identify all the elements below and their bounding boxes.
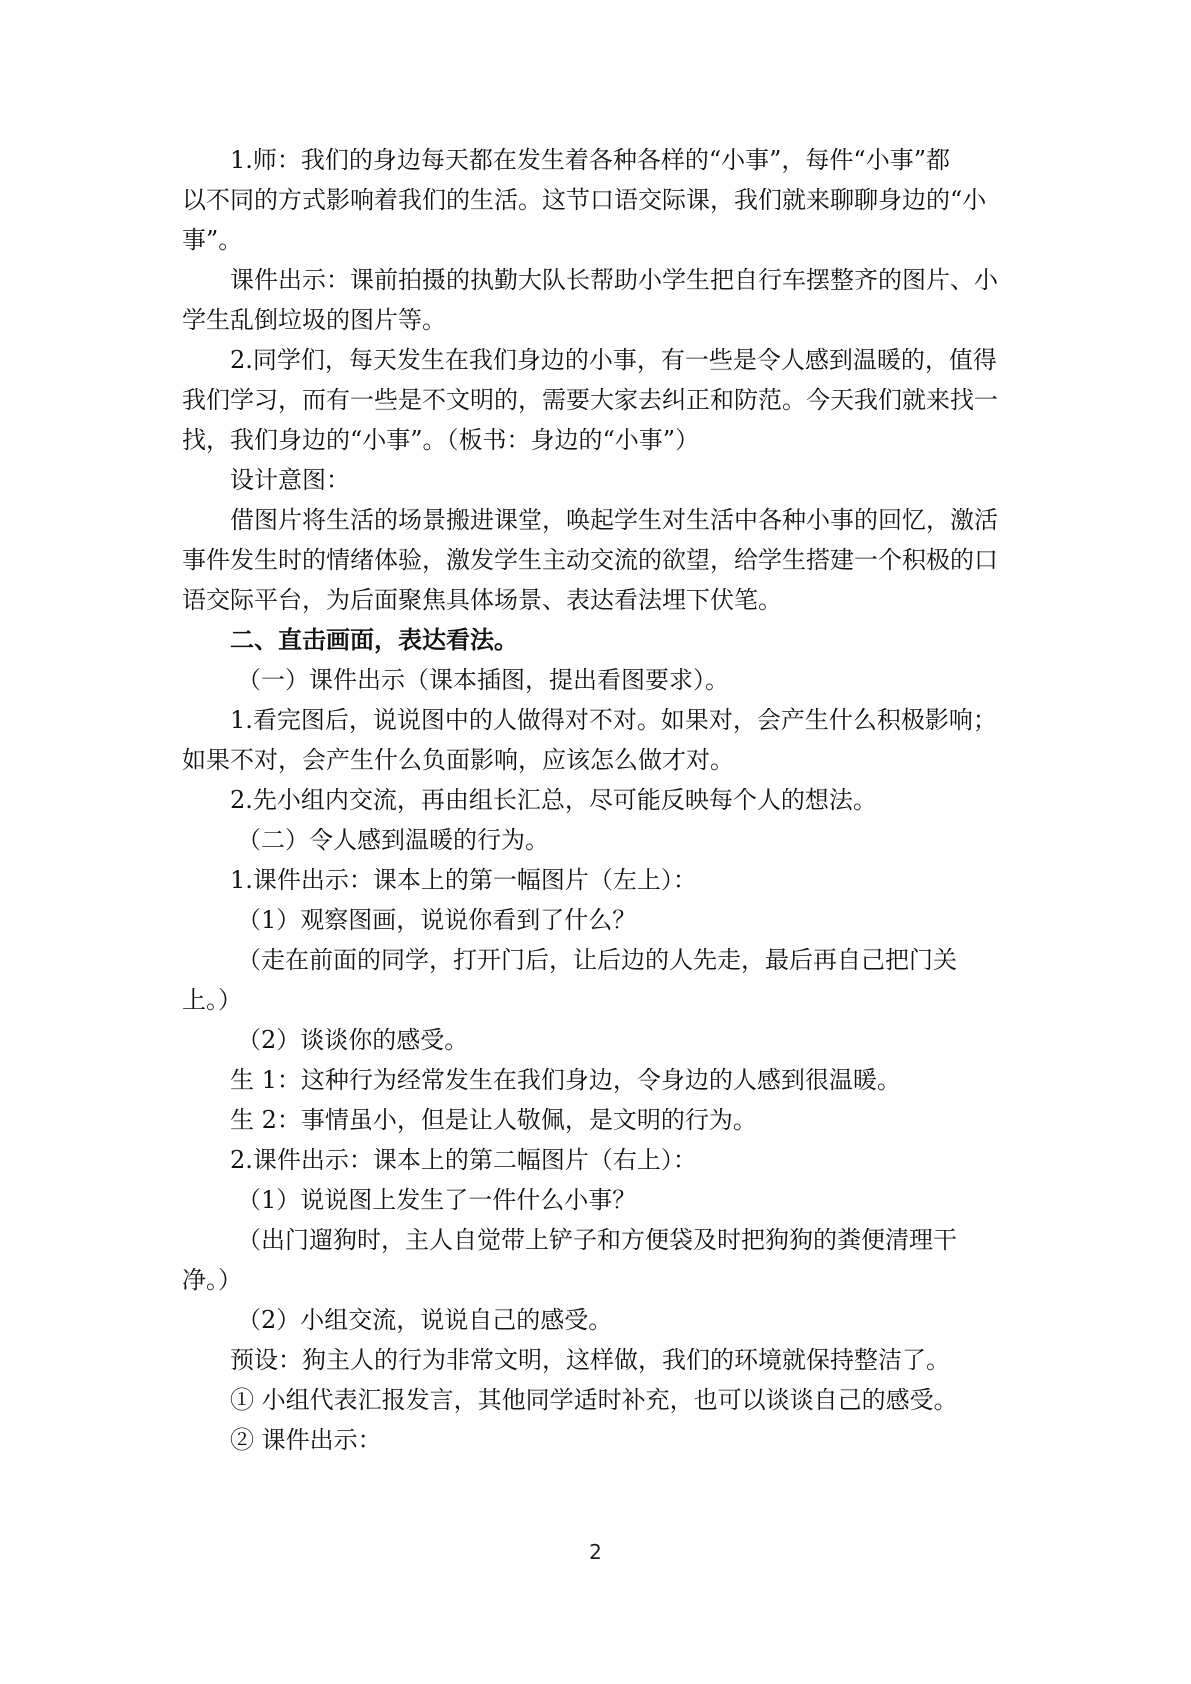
paragraph-line: （2）谈谈你的感受。 [237, 1026, 469, 1054]
paragraph-line: 事件发生时的情绪体验，激发学生主动交流的欲望，给学生搭建一个积极的口 [182, 546, 998, 574]
paragraph-line: （1）观察图画，说说你看到了什么？ [237, 906, 637, 934]
paragraph-line: 2.同学们，每天发生在我们身边的小事，有一些是令人感到温暖的，值得 [230, 346, 997, 374]
subsection-heading: （二）令人感到温暖的行为。 [237, 826, 549, 854]
paragraph-line: 生 2：事情虽小，但是让人敬佩，是文明的行为。 [230, 1106, 757, 1134]
paragraph-line: 以不同的方式影响着我们的生活。这节口语交际课，我们就来聊聊身边的“小 [182, 186, 987, 214]
paragraph-line: 2.先小组内交流，再由组长汇总，尽可能反映每个人的想法。 [230, 786, 877, 814]
paragraph-line: 课件出示：课前拍摄的执勤大队长帮助小学生把自行车摆整齐的图片、小 [230, 266, 998, 294]
page-number: 2 [589, 1540, 602, 1564]
paragraph-line: 1.师：我们的身边每天都在发生着各种各样的“小事”，每件“小事”都 [230, 146, 950, 174]
paragraph-line: ② 课件出示： [230, 1426, 382, 1454]
document-body [182, 140, 1014, 1460]
paragraph-line: （1）说说图上发生了一件什么小事？ [237, 1186, 637, 1214]
paragraph-line: 1.课件出示：课本上的第一幅图片（左上）： [230, 866, 697, 894]
paragraph-line: 如果不对，会产生什么负面影响，应该怎么做才对。 [182, 746, 734, 774]
paragraph-line: 找，我们身边的“小事”。（板书：身边的“小事”） [182, 426, 700, 454]
paragraph-line: 设计意图： [230, 466, 350, 494]
paragraph-line: 预设：狗主人的行为非常文明，这样做，我们的环境就保持整洁了。 [230, 1346, 950, 1374]
paragraph-line: 学生乱倒垃圾的图片等。 [182, 306, 446, 334]
paragraph-line: 我们学习，而有一些是不文明的，需要大家去纠正和防范。今天我们就来找一 [182, 386, 998, 414]
paragraph-line: 借图片将生活的场景搬进课堂，唤起学生对生活中各种小事的回忆，激活 [230, 506, 998, 534]
paragraph-line: （出门遛狗时，主人自觉带上铲子和方便袋及时把狗狗的粪便清理干 [237, 1226, 957, 1254]
subsection-heading: （一）课件出示（课本插图，提出看图要求）。 [237, 666, 729, 694]
paragraph-line: 生 1：这种行为经常发生在我们身边，令身边的人感到很温暖。 [230, 1066, 901, 1094]
section-heading: 二、直击画面，表达看法。 [230, 625, 518, 654]
paragraph-line: 上。） [182, 986, 242, 1014]
paragraph-line: （2）小组交流，说说自己的感受。 [237, 1306, 613, 1334]
paragraph-line: 净。） [182, 1266, 242, 1294]
paragraph-line: 2.课件出示：课本上的第二幅图片（右上）： [230, 1146, 697, 1174]
paragraph-line: （走在前面的同学，打开门后，让后边的人先走，最后再自己把门关 [237, 946, 957, 974]
paragraph-line: 语交际平台，为后面聚焦具体场景、表达看法埋下伏笔。 [182, 586, 782, 614]
paragraph-line: ① 小组代表汇报发言，其他同学适时补充，也可以谈谈自己的感受。 [230, 1386, 958, 1414]
paragraph-line: 事”。 [182, 226, 243, 254]
paragraph-line: 1.看完图后，说说图中的人做得对不对。如果对，会产生什么积极影响； [230, 706, 997, 734]
